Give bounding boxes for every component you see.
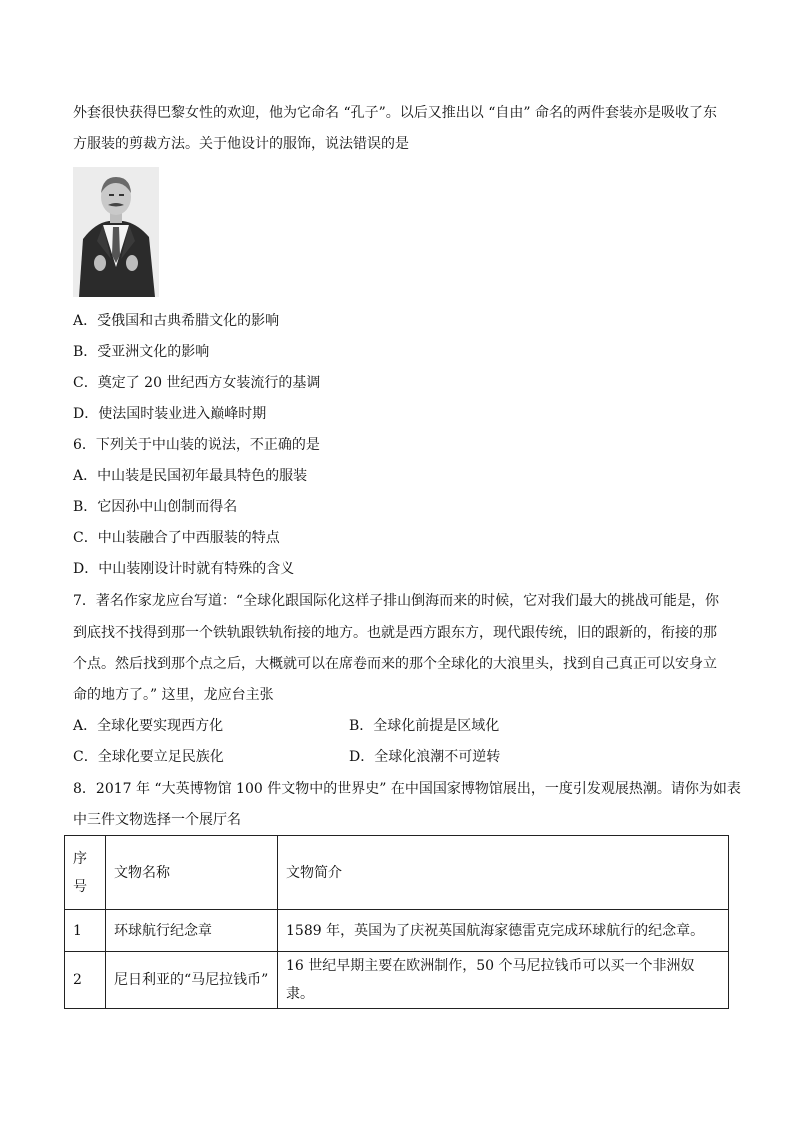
question-7-line-4: 命的地方了。” 这里，龙应台主张 [73, 687, 274, 703]
row-name-cell: 环球航行纪念章 [106, 910, 278, 952]
question-8-line-2: 中三件文物选择一个展厅名 [73, 812, 241, 828]
portrait-illustration [73, 167, 159, 297]
question-5-text-line-1: 外套很快获得巴黎女性的欢迎，他为它命名 “孔子”。以后又推出以 “自由” 命名的两件套装亦是吸收了东 [73, 105, 717, 121]
row-index-cell: 2 [65, 952, 106, 1009]
header-index-cell [65, 836, 106, 910]
question-5-option-c: C．奠定了 20 世纪西方女装流行的基调 [73, 375, 321, 391]
question-7-option-a: A．全球化要实现西方化 [73, 718, 224, 734]
question-6-option-b: B．它因孙中山创制而得名 [73, 499, 238, 515]
question-7-option-b: B．全球化前提是区域化 [349, 718, 500, 734]
row-name-cell: 尼日利亚的“马尼拉钱币” [106, 952, 278, 1009]
header-name-cell: 文物名称 [106, 836, 278, 910]
exhibits-table [64, 835, 729, 1009]
question-5-option-b: B．受亚洲文化的影响 [73, 344, 210, 360]
question-6-option-c: C．中山装融合了中西服装的特点 [73, 530, 280, 546]
row-index-cell: 1 [65, 910, 106, 952]
question-5-text-line-2: 方服装的剪裁方法。关于他设计的服饰，说法错误的是 [73, 136, 409, 152]
question-7-option-d: D．全球化浪潮不可逆转 [349, 749, 501, 765]
header-intro-cell: 文物简介 [278, 836, 729, 910]
row-intro-cell: 1589 年，英国为了庆祝英国航海家德雷克完成环球航行的纪念章。 [278, 910, 729, 952]
question-6-stem: 6．下列关于中山装的说法，不正确的是 [73, 437, 320, 453]
question-7-line-1: 7．著名作家龙应台写道：“全球化跟国际化这样子排山倒海而来的时候，它对我们最大的挑战可能是，你 [73, 593, 720, 609]
header-index-bottom: 号 [73, 878, 87, 895]
table-row [65, 952, 729, 1009]
portrait-photo [73, 167, 159, 297]
question-5-option-d: D．使法国时装业进入巅峰时期 [73, 406, 267, 422]
question-8-line-1: 8．2017 年 “大英博物馆 100 件文物中的世界史” 在中国国家博物馆展出，一度引发观展热潮。请你为如表 [73, 781, 741, 797]
question-6-option-a: A．中山装是民国初年最具特色的服装 [73, 468, 308, 484]
question-7-line-2: 到底找不找得到那一个铁轨跟铁轨衔接的地方。也就是西方跟东方，现代跟传统，旧的跟新的，衔接的那 [73, 625, 717, 641]
header-index-top: 序 [73, 850, 87, 867]
table-row [65, 910, 729, 952]
row-intro-cell: 16 世纪早期主要在欧洲制作，50 个马尼拉钱币可以买一个非洲奴隶。 [278, 952, 729, 1009]
question-7-option-c: C．全球化要立足民族化 [73, 749, 224, 765]
question-7-line-3: 个点。然后找到那个点之后，大概就可以在席卷而来的那个全球化的大浪里头，找到自己真正可以安身立 [73, 656, 717, 672]
question-5-option-a: A．受俄国和古典希腊文化的影响 [73, 313, 280, 329]
table-header-row [65, 836, 729, 910]
question-6-option-d: D．中山装刚设计时就有特殊的含义 [73, 561, 295, 577]
